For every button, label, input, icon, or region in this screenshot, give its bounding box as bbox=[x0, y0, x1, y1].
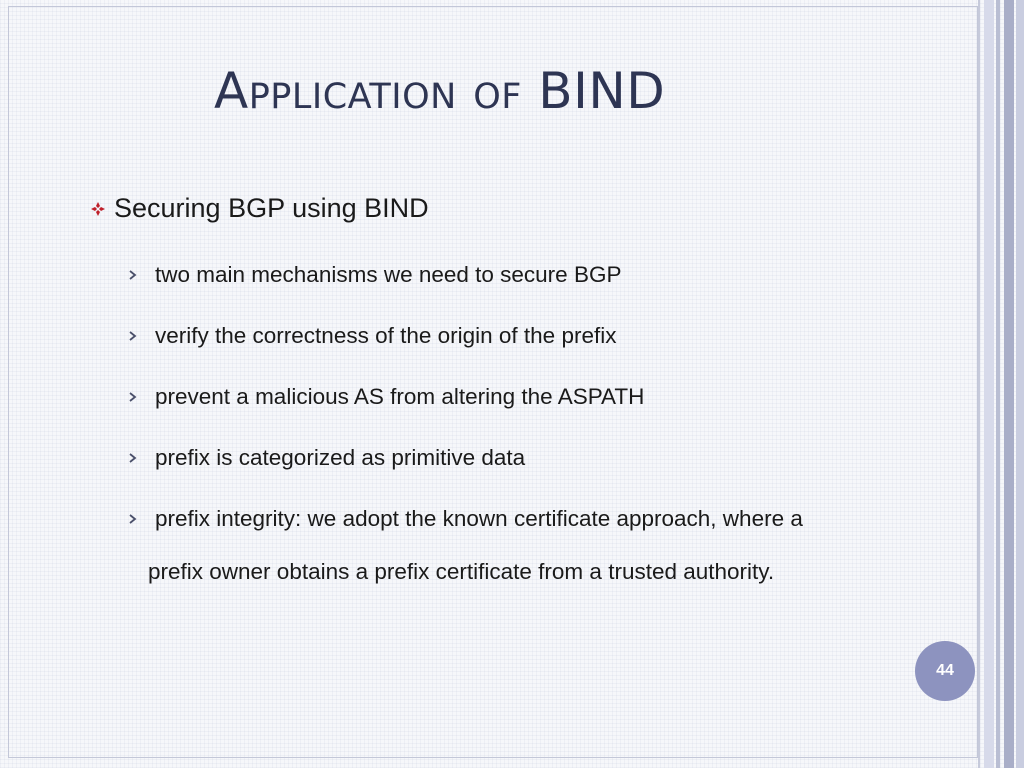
sub-bullet-item bbox=[127, 506, 803, 532]
sub-bullet-text: two main mechanisms we need to secure BGP bbox=[155, 262, 622, 287]
stripe bbox=[996, 0, 1000, 768]
sub-bullet-continuation: prefix owner obtains a prefix certificate from a trusted authority. bbox=[148, 559, 775, 584]
stripe bbox=[984, 0, 994, 768]
page-number: 44 bbox=[936, 662, 954, 679]
sub-bullet-item bbox=[127, 384, 644, 410]
diamond-bullet-icon bbox=[90, 201, 106, 217]
stripe bbox=[1016, 0, 1024, 768]
sub-bullet-text: prefix is categorized as primitive data bbox=[155, 445, 526, 470]
slide-title: Application of BIND bbox=[214, 62, 666, 120]
bullet-item bbox=[90, 193, 429, 224]
stripe bbox=[978, 0, 980, 768]
chevron-right-icon bbox=[127, 513, 139, 525]
bullet-text: Securing BGP using BIND bbox=[114, 193, 429, 223]
sub-bullet-text: verify the correctness of the origin of the prefix bbox=[155, 323, 617, 348]
chevron-right-icon bbox=[127, 330, 139, 342]
stripe bbox=[1004, 0, 1014, 768]
page-number-badge bbox=[915, 641, 975, 701]
chevron-right-icon bbox=[127, 269, 139, 281]
chevron-right-icon bbox=[127, 391, 139, 403]
sub-bullet-text: prefix integrity: we adopt the known certificate approach, where a bbox=[155, 506, 803, 531]
sub-bullet-text: prevent a malicious AS from altering the ASPATH bbox=[155, 384, 645, 409]
sub-bullet-item bbox=[127, 323, 616, 349]
chevron-right-icon bbox=[127, 452, 139, 464]
decorative-stripes bbox=[978, 0, 1024, 768]
sub-bullet-item bbox=[127, 445, 525, 471]
sub-bullet-item bbox=[127, 262, 621, 288]
